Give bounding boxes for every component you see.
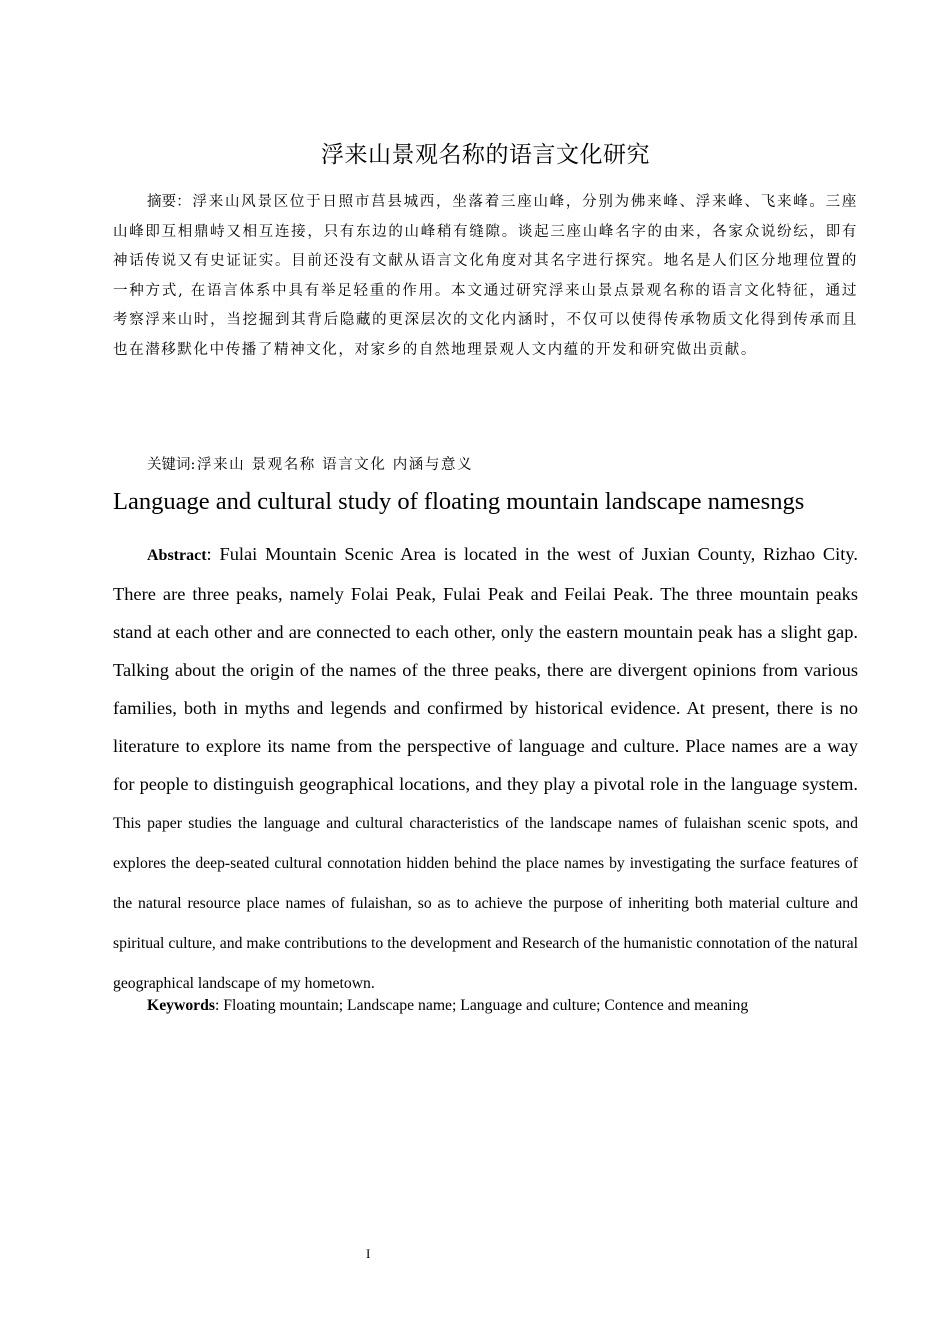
english-keywords-text: : Floating mountain; Landscape name; Language and culture; Contence and meaning xyxy=(214,997,749,1014)
document-page xyxy=(113,0,858,1344)
chinese-abstract xyxy=(113,188,858,366)
english-abstract-text-small: This paper studies the language and cultural characteristics of the landscape names of fulaishan scenic spots, and explores the deep-seated cultural connotation hidden behind the place names by investigating the surface features of the natural resource place names of fulaishan, so as to achieve the purpose of inheriting both material culture and spiritual culture, and make contributions to the development and Research of the humanistic connotation of the natural geographical landscape of my hometown. xyxy=(113,815,858,992)
chinese-keywords xyxy=(147,452,858,478)
page-number: I xyxy=(366,1246,371,1261)
chinese-abstract-label: 摘要 xyxy=(147,194,177,210)
english-keywords-label: Keywords xyxy=(147,997,215,1014)
chinese-abstract-text: ：浮来山风景区位于日照市莒县城西，坐落着三座山峰，分别为佛来峰、浮来峰、飞来峰。三座山峰即互相鼎峙又相互连接，只有东边的山峰稍有缝隙。谈起三座山峰名字的由来，各家众说纷纭，即有神话传说又有史证证实。目前还没有文献从语言文化角度对其名字进行探究。地名是人们区分地理位置的一种方式, 在语言体系中具有举足轻重的作用。本文通过研究浮来山景点景观名称的语言文化特征，通过考察浮来山时，当挖掘到其背后隐藏的更深层次的文化内涵时，不仅可以使得传承物质文化得到传承而且也在潜移默化中传播了精神文化，对家乡的自然地理景观人文内蕴的开发和研究做出贡献。 xyxy=(113,194,859,358)
chinese-keywords-text: :浮来山 景观名称 语言文化 内涵与意义 xyxy=(190,457,474,473)
chinese-keywords-label: 关键词 xyxy=(147,457,191,473)
english-abstract-text: : Fulai Mountain Scenic Area is located in the west of Juxian County, Rizhao City. There are three peaks, namely Folai Peak, Fulai Peak and Feilai Peak. The three mountain peaks stand at each other and are connected to each other, only the eastern mountain peak has a slight gap. Talking about the origin of the names of the three peaks, there are divergent opinions from various families, both in myths and legends and confirmed by historical evidence. At present, there is no literature to explore its name from the perspective of language and culture. Place names are a way for people to distinguish geographical locations, and they play a pivotal role in the language system. xyxy=(113,544,858,794)
chinese-title: 浮来山景观名称的语言文化研究 xyxy=(321,142,650,168)
english-keywords xyxy=(147,993,858,1019)
english-title: Language and cultural study of floating mountain landscape namesngs xyxy=(113,488,805,515)
english-abstract-label: Abstract xyxy=(147,547,207,564)
english-abstract xyxy=(113,535,858,1003)
